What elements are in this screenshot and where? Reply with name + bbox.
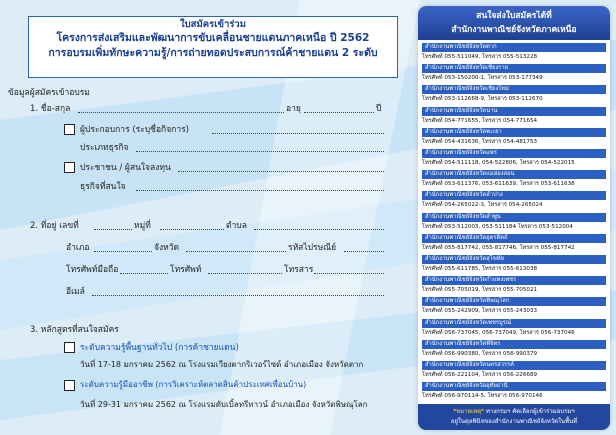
office-name: สำนักงานพาณิชย์จังหวัดพิษณุโลก — [422, 297, 606, 306]
course1-checkbox[interactable] — [64, 342, 75, 353]
office-phone: โทรศัพท์ 055-242909, โทรสาร 055-243033 — [422, 308, 538, 315]
office-name: สำนักงานพาณิชย์จังหวัดเพชรบูรณ์ — [422, 319, 606, 328]
citizen-checkbox[interactable] — [64, 162, 75, 173]
office-item — [422, 107, 606, 127]
entrepreneur-label: ผู้ประกอบการ (ระบุชื่อกิจการ) — [80, 125, 189, 135]
office-name: สำนักงานพาณิชย์จังหวัดลำพูน — [422, 213, 606, 222]
age-label: อายุ — [286, 104, 301, 114]
office-name: สำนักงานพาณิชย์จังหวัดสุโขทัย — [422, 255, 606, 264]
panel-header — [418, 6, 610, 40]
office-item — [422, 276, 606, 296]
moo-field[interactable] — [160, 228, 224, 230]
citizen-label: ประชาชน / ผู้สนใจลงทุน — [80, 163, 171, 173]
office-item — [422, 319, 606, 339]
email-field[interactable] — [92, 294, 384, 296]
province-label: จังหวัด — [154, 243, 180, 253]
mobile-field[interactable] — [120, 272, 168, 274]
footer-note: *หมายเหตุ* — [453, 408, 484, 415]
tambon-label: ตำบล — [226, 221, 247, 231]
office-name: สำนักงานพาณิชย์จังหวัดนครสวรรค์ — [422, 361, 606, 370]
name-field[interactable] — [78, 111, 284, 113]
office-item — [422, 85, 606, 105]
office-item — [422, 64, 606, 84]
office-phone: โทรศัพท์ 054-431636, โทรสาร 054-481753 — [422, 138, 538, 145]
course2-checkbox[interactable] — [64, 380, 75, 391]
contact-panel — [418, 6, 610, 430]
courses-label: 3. หลักสูตรที่สนใจสมัคร — [30, 325, 119, 335]
footer-line-2: อยู่ในดุลพินิจของสำนักงานพาณิชย์จังหวัดในพื้นที่ — [450, 418, 578, 425]
office-name: สำนักงานพาณิชย์จังหวัดแพร่ — [422, 149, 606, 158]
age-field[interactable] — [304, 111, 374, 113]
zip-label: รหัสไปรษณีย์ — [288, 243, 337, 253]
office-phone: โทรศัพท์ 053-611376, 053-611639, โทรสาร 053-611638 — [422, 181, 575, 188]
course2-detail: วันที่ 29-31 มกราคม 2562 ณ โรงแรมดับเบิ้ลทรีทาวน์ อำเภอเมือง จังหวัดพิษณุโลก — [80, 400, 368, 409]
office-name: สำนักงานพาณิชย์จังหวัดน่าน — [422, 107, 606, 116]
form-subtitle: การอบรมเพิ่มทักษะความรู้/การถ่ายทอดประสบการณ์ค้าชายแดน 2 ระดับ — [48, 47, 378, 59]
interest-label: ธุรกิจที่สนใจ — [80, 182, 126, 192]
office-name: สำนักงานพาณิชย์จังหวัดพิจิตร — [422, 340, 606, 349]
office-item — [422, 255, 606, 275]
office-name: สำนักงานพาณิชย์จังหวัดตาก — [422, 43, 606, 52]
phone-field[interactable] — [208, 272, 282, 274]
zip-field[interactable] — [344, 250, 384, 252]
office-phone: โทรศัพท์ 056-970114-5, โทรสาร 056-970146 — [422, 393, 543, 400]
name-label: 1. ชื่อ-สกุล — [30, 104, 71, 114]
office-item — [422, 128, 606, 148]
office-phone: โทรศัพท์ 056-737045, 056-737049, โทรสาร 056-737046 — [422, 329, 575, 336]
footer-line-1: ทางกรมฯ คัดเลือกผู้เข้าร่วมอบรมฯ — [485, 408, 575, 415]
office-phone: โทรศัพท์ 056-990380, โทรสาร 056-990379 — [422, 350, 538, 357]
office-name: สำนักงานพาณิชย์จังหวัดแม่ฮ่องสอน — [422, 170, 606, 179]
email-label: อีเมล์ — [66, 287, 85, 297]
year-label: ปี — [376, 104, 382, 114]
office-name: สำนักงานพาณิชย์จังหวัดอุทัยธานี — [422, 382, 606, 391]
form-title: ใบสมัครเข้าร่วม — [180, 19, 246, 30]
province-field[interactable] — [186, 250, 286, 252]
amphoe-field[interactable] — [94, 250, 152, 252]
office-phone: โทรศัพท์ 055-611785, โทรสาร 055-613038 — [422, 266, 538, 272]
office-phone: โทรศัพท์ 055-705019, โทรสาร 055-705021 — [422, 287, 538, 294]
office-name: สำนักงานพาณิชย์จังหวัดพะเยา — [422, 128, 606, 137]
panel-title-1: สนใจส่งใบสมัครได้ที่ — [476, 11, 552, 21]
office-phone: โทรศัพท์ 053-112668-9, โทรสาร 053-112670 — [422, 96, 543, 103]
address-label: 2. ที่อยู่ เลขที่ — [30, 221, 79, 231]
entrepreneur-checkbox[interactable] — [64, 124, 75, 135]
office-item — [422, 297, 606, 317]
business-type-label: ประเภทธุรกิจ — [80, 143, 129, 153]
office-item — [422, 43, 606, 63]
office-phone: โทรศัพท์ 056-221104, โทรสาร 056-226689 — [422, 372, 538, 378]
office-item — [422, 149, 606, 169]
office-item — [422, 213, 606, 233]
amphoe-label: อำเภอ — [66, 243, 90, 253]
citizen-field[interactable] — [178, 170, 384, 172]
office-item — [422, 340, 606, 360]
office-name: สำนักงานพาณิชย์จังหวัดกำแพงเพชร — [422, 276, 606, 285]
panel-title-2: สำนักงานพาณิชย์จังหวัดภาคเหนือ — [451, 25, 577, 35]
interest-field[interactable] — [136, 189, 384, 191]
course2-label: ระดับความรู้มืออาชีพ (การวิเคราะห์ตลาดสินค้าประเทศเพื่อนบ้าน) — [80, 380, 307, 389]
office-phone: โทรศัพท์ 055-511049, โทรสาร 055-513228 — [422, 54, 538, 60]
office-phone: โทรศัพท์ 055-817742, 055-817746, โทรสาร 055-817742 — [422, 244, 575, 251]
office-item — [422, 361, 606, 381]
office-item — [422, 382, 606, 402]
mobile-label: โทรศัพท์มือถือ — [66, 265, 119, 275]
phone-label: โทรศัพท์ — [170, 265, 202, 275]
project-title: โครงการส่งเสริมและพัฒนาการขับเคลื่อนชายแดนภาคเหนือ ปี 2562 — [56, 32, 370, 44]
office-item — [422, 234, 606, 254]
office-name: สำนักงานพาณิชย์จังหวัดอุตรดิตถ์ — [422, 234, 606, 243]
fax-field[interactable] — [314, 272, 384, 274]
moo-label: หมู่ที่ — [134, 221, 151, 231]
business-type-field[interactable] — [136, 150, 384, 152]
office-name: สำนักงานพาณิชย์จังหวัดเชียงราย — [422, 64, 606, 73]
office-item — [422, 191, 606, 211]
office-item — [422, 170, 606, 190]
business-name-field[interactable] — [212, 132, 384, 134]
tambon-field[interactable] — [254, 228, 384, 230]
office-name: สำนักงานพาณิชย์จังหวัดลำปาง — [422, 191, 606, 200]
office-phone: โทรศัพท์ 054-265022-3, โทรสาร 054-265024 — [422, 202, 543, 209]
fax-label: โทรสาร — [284, 265, 314, 275]
office-phone: โทรศัพท์ 054-771655, โทรสาร 054-771654 — [422, 117, 538, 124]
course1-detail: วันที่ 17-18 มกราคม 2562 ณ โรงแรมเวียงตากริเวอร์ไซด์ อำเภอเมือง จังหวัดตาก — [80, 360, 364, 369]
house-number-field[interactable] — [94, 228, 132, 230]
course1-label: ระดับความรู้พื้นฐานทั่วไป (การค้าชายแดน) — [80, 343, 239, 353]
office-phone: โทรศัพท์ 054-511118, 054-522806, โทรสาร 054-522015 — [422, 160, 575, 166]
panel-footer — [418, 404, 610, 430]
section-title: ข้อมูลผู้สมัครเข้าอบรม — [8, 88, 90, 98]
office-name: สำนักงานพาณิชย์จังหวัดเชียงใหม่ — [422, 85, 606, 94]
office-phone: โทรศัพท์ 053-150200-1, โทรสาร 053-177349 — [422, 75, 543, 82]
form-header — [28, 16, 398, 78]
office-phone: โทรศัพท์ 053-512003, 053-511184 โทรสาร 053-512004 — [422, 223, 573, 230]
